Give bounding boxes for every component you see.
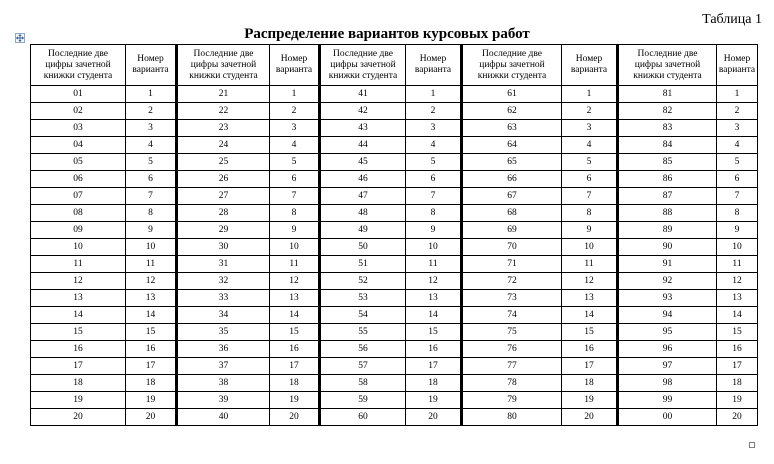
variant-number-cell: 17 (562, 358, 618, 375)
variant-number-cell: 11 (717, 256, 758, 273)
book-digits-cell: 53 (320, 290, 406, 307)
book-digits-cell: 61 (462, 86, 562, 103)
header-text-line: цифры зачетной (634, 59, 701, 70)
variant-number-cell: 15 (717, 324, 758, 341)
book-digits-cell: 12 (31, 273, 126, 290)
variant-number-cell: 9 (406, 222, 462, 239)
book-digits-cell: 86 (618, 171, 717, 188)
variant-number-cell: 3 (406, 120, 462, 137)
variant-number-cell: 18 (562, 375, 618, 392)
variant-number-cell: 18 (406, 375, 462, 392)
book-digits-cell: 72 (462, 273, 562, 290)
book-digits-cell: 33 (177, 290, 270, 307)
book-digits-cell: 67 (462, 188, 562, 205)
table-row (31, 324, 758, 341)
variant-number-cell: 20 (126, 409, 177, 426)
variant-number-cell: 5 (717, 154, 758, 171)
book-digits-cell: 47 (320, 188, 406, 205)
header-digits-cell (177, 45, 270, 86)
variant-number-cell: 9 (270, 222, 320, 239)
book-digits-cell: 28 (177, 205, 270, 222)
header-digits-cell (462, 45, 562, 86)
book-digits-cell: 62 (462, 103, 562, 120)
book-digits-cell: 05 (31, 154, 126, 171)
variant-number-cell: 16 (406, 341, 462, 358)
book-digits-cell: 01 (31, 86, 126, 103)
header-text-line: книжки студента (189, 70, 258, 81)
variant-number-cell: 1 (717, 86, 758, 103)
table-title: Распределение вариантов курсовых работ (244, 26, 530, 42)
variant-number-cell: 13 (126, 290, 177, 307)
book-digits-cell: 02 (31, 103, 126, 120)
header-text-line: книжки студента (633, 70, 702, 81)
header-text-line: варианта (132, 65, 169, 75)
variant-number-cell: 13 (270, 290, 320, 307)
book-digits-cell: 14 (31, 307, 126, 324)
header-digits-cell (618, 45, 717, 86)
book-digits-cell: 80 (462, 409, 562, 426)
header-text-line: Номер (419, 54, 447, 64)
book-digits-cell: 15 (31, 324, 126, 341)
book-digits-cell: 49 (320, 222, 406, 239)
book-digits-cell: 98 (618, 375, 717, 392)
variant-number-cell: 9 (562, 222, 618, 239)
variant-number-cell: 10 (126, 239, 177, 256)
book-digits-cell: 11 (31, 256, 126, 273)
book-digits-cell: 38 (177, 375, 270, 392)
book-digits-cell: 32 (177, 273, 270, 290)
book-digits-cell: 48 (320, 205, 406, 222)
variant-number-cell: 4 (270, 137, 320, 154)
book-digits-cell: 76 (462, 341, 562, 358)
book-digits-cell: 16 (31, 341, 126, 358)
book-digits-cell: 50 (320, 239, 406, 256)
table-row (31, 392, 758, 409)
variant-number-cell: 19 (717, 392, 758, 409)
table-row (31, 188, 758, 205)
table-row (31, 137, 758, 154)
variant-number-cell: 12 (717, 273, 758, 290)
book-digits-cell: 60 (320, 409, 406, 426)
variant-number-cell: 11 (270, 256, 320, 273)
header-variant-cell (270, 45, 320, 86)
book-digits-cell: 19 (31, 392, 126, 409)
variant-number-cell: 10 (270, 239, 320, 256)
variant-number-cell: 8 (717, 205, 758, 222)
variant-number-cell: 12 (406, 273, 462, 290)
table-row (31, 290, 758, 307)
variant-number-cell: 10 (562, 239, 618, 256)
variant-number-cell: 10 (717, 239, 758, 256)
book-digits-cell: 29 (177, 222, 270, 239)
header-text-line: Последние две (48, 48, 108, 59)
variant-number-cell: 4 (717, 137, 758, 154)
book-digits-cell: 37 (177, 358, 270, 375)
variant-number-cell: 5 (126, 154, 177, 171)
variant-number-cell: 14 (270, 307, 320, 324)
table-row (31, 341, 758, 358)
book-digits-cell: 71 (462, 256, 562, 273)
book-digits-cell: 82 (618, 103, 717, 120)
variant-number-cell: 20 (717, 409, 758, 426)
header-text-line: варианта (570, 65, 608, 75)
variant-number-cell: 8 (562, 205, 618, 222)
book-digits-cell: 10 (31, 239, 126, 256)
table-resize-handle[interactable] (749, 442, 755, 448)
variant-number-cell: 6 (406, 171, 462, 188)
variant-number-cell: 3 (126, 120, 177, 137)
book-digits-cell: 65 (462, 154, 562, 171)
header-text-line: Последние две (333, 48, 393, 59)
header-text-line: Номер (575, 54, 603, 64)
book-digits-cell: 21 (177, 86, 270, 103)
header-text-line: цифры зачетной (190, 59, 257, 70)
table-number-label: Таблица 1 (702, 12, 762, 27)
header-row (31, 45, 758, 86)
book-digits-cell: 93 (618, 290, 717, 307)
header-text-line: Номер (137, 54, 164, 64)
book-digits-cell: 39 (177, 392, 270, 409)
variant-number-cell: 12 (270, 273, 320, 290)
variant-number-cell: 18 (717, 375, 758, 392)
header-text-line: Последние две (637, 48, 698, 59)
variant-number-cell: 11 (406, 256, 462, 273)
book-digits-cell: 08 (31, 205, 126, 222)
variant-number-cell: 15 (406, 324, 462, 341)
variant-number-cell: 10 (406, 239, 462, 256)
book-digits-cell: 95 (618, 324, 717, 341)
variant-number-cell: 13 (717, 290, 758, 307)
header-text-line: Номер (280, 54, 308, 64)
book-digits-cell: 78 (462, 375, 562, 392)
table-row (31, 358, 758, 375)
book-digits-cell: 03 (31, 120, 126, 137)
variant-number-cell: 1 (270, 86, 320, 103)
variant-number-cell: 6 (270, 171, 320, 188)
table-row (31, 171, 758, 188)
variant-number-cell: 17 (717, 358, 758, 375)
book-digits-cell: 57 (320, 358, 406, 375)
header-text-line: цифры зачетной (45, 59, 111, 70)
variant-number-cell: 14 (406, 307, 462, 324)
variant-number-cell: 11 (562, 256, 618, 273)
variant-number-cell: 7 (406, 188, 462, 205)
book-digits-cell: 73 (462, 290, 562, 307)
book-digits-cell: 22 (177, 103, 270, 120)
header-text-line: варианта (275, 65, 313, 75)
variant-number-cell: 11 (126, 256, 177, 273)
book-digits-cell: 09 (31, 222, 126, 239)
variant-number-cell: 19 (270, 392, 320, 409)
variant-number-cell: 16 (562, 341, 618, 358)
book-digits-cell: 23 (177, 120, 270, 137)
variant-number-cell: 20 (562, 409, 618, 426)
table-row (31, 239, 758, 256)
variant-number-cell: 15 (126, 324, 177, 341)
book-digits-cell: 07 (31, 188, 126, 205)
variant-number-cell: 2 (270, 103, 320, 120)
book-digits-cell: 58 (320, 375, 406, 392)
variant-number-cell: 3 (562, 120, 618, 137)
book-digits-cell: 52 (320, 273, 406, 290)
variant-number-cell: 7 (270, 188, 320, 205)
variant-number-cell: 7 (717, 188, 758, 205)
book-digits-cell: 94 (618, 307, 717, 324)
book-digits-cell: 96 (618, 341, 717, 358)
book-digits-cell: 25 (177, 154, 270, 171)
variant-number-cell: 8 (270, 205, 320, 222)
variant-distribution-table (30, 44, 758, 426)
variant-number-cell: 19 (562, 392, 618, 409)
book-digits-cell: 63 (462, 120, 562, 137)
variant-number-cell: 2 (717, 103, 758, 120)
table-move-handle-icon[interactable] (15, 33, 25, 43)
book-digits-cell: 68 (462, 205, 562, 222)
variant-number-cell: 2 (562, 103, 618, 120)
table-row (31, 273, 758, 290)
header-text-line: варианта (718, 65, 756, 75)
variant-number-cell: 4 (562, 137, 618, 154)
header-digits-cell (31, 45, 126, 86)
book-digits-cell: 30 (177, 239, 270, 256)
variant-number-cell: 6 (562, 171, 618, 188)
header-variant-cell (717, 45, 758, 86)
book-digits-cell: 91 (618, 256, 717, 273)
header-variant-cell (126, 45, 177, 86)
variant-number-cell: 9 (717, 222, 758, 239)
book-digits-cell: 90 (618, 239, 717, 256)
book-digits-cell: 99 (618, 392, 717, 409)
variant-number-cell: 1 (126, 86, 177, 103)
book-digits-cell: 27 (177, 188, 270, 205)
book-digits-cell: 64 (462, 137, 562, 154)
header-text-line: варианта (414, 65, 452, 75)
variant-number-cell: 13 (406, 290, 462, 307)
variant-number-cell: 14 (717, 307, 758, 324)
book-digits-cell: 40 (177, 409, 270, 426)
variant-number-cell: 19 (406, 392, 462, 409)
variant-number-cell: 19 (126, 392, 177, 409)
book-digits-cell: 41 (320, 86, 406, 103)
header-text-line: книжки студента (43, 70, 113, 81)
variant-number-cell: 6 (717, 171, 758, 188)
variant-number-cell: 7 (562, 188, 618, 205)
book-digits-cell: 00 (618, 409, 717, 426)
book-digits-cell: 79 (462, 392, 562, 409)
variant-number-cell: 5 (270, 154, 320, 171)
table-row (31, 409, 758, 426)
variant-number-cell: 20 (270, 409, 320, 426)
table-row (31, 375, 758, 392)
book-digits-cell: 81 (618, 86, 717, 103)
variant-number-cell: 16 (717, 341, 758, 358)
variant-number-cell: 4 (126, 137, 177, 154)
book-digits-cell: 31 (177, 256, 270, 273)
table-row (31, 222, 758, 239)
variant-number-cell: 15 (562, 324, 618, 341)
book-digits-cell: 70 (462, 239, 562, 256)
book-digits-cell: 75 (462, 324, 562, 341)
book-digits-cell: 69 (462, 222, 562, 239)
book-digits-cell: 51 (320, 256, 406, 273)
book-digits-cell: 85 (618, 154, 717, 171)
header-text-line: книжки студента (328, 70, 398, 81)
book-digits-cell: 59 (320, 392, 406, 409)
header-text-line: книжки студента (477, 70, 547, 81)
book-digits-cell: 13 (31, 290, 126, 307)
variant-number-cell: 18 (126, 375, 177, 392)
variant-number-cell: 20 (406, 409, 462, 426)
book-digits-cell: 45 (320, 154, 406, 171)
book-digits-cell: 66 (462, 171, 562, 188)
book-digits-cell: 34 (177, 307, 270, 324)
header-variant-cell (406, 45, 462, 86)
variant-number-cell: 3 (270, 120, 320, 137)
header-digits-cell (320, 45, 406, 86)
header-text-line: цифры зачетной (330, 59, 396, 70)
book-digits-cell: 97 (618, 358, 717, 375)
header-text-line: Последние две (482, 48, 542, 59)
book-digits-cell: 36 (177, 341, 270, 358)
variant-number-cell: 7 (126, 188, 177, 205)
variant-number-cell: 4 (406, 137, 462, 154)
header-text-line: Номер (723, 54, 751, 64)
book-digits-cell: 18 (31, 375, 126, 392)
variant-number-cell: 17 (126, 358, 177, 375)
variant-number-cell: 12 (126, 273, 177, 290)
table-row (31, 205, 758, 222)
book-digits-cell: 42 (320, 103, 406, 120)
table-row (31, 154, 758, 171)
table-row (31, 256, 758, 273)
variant-number-cell: 5 (406, 154, 462, 171)
variant-number-cell: 6 (126, 171, 177, 188)
table-row (31, 86, 758, 103)
table-row (31, 103, 758, 120)
variant-number-cell: 5 (562, 154, 618, 171)
book-digits-cell: 43 (320, 120, 406, 137)
variant-number-cell: 16 (270, 341, 320, 358)
variant-number-cell: 8 (126, 205, 177, 222)
book-digits-cell: 20 (31, 409, 126, 426)
table-row (31, 120, 758, 137)
variant-number-cell: 2 (126, 103, 177, 120)
variant-number-cell: 9 (126, 222, 177, 239)
variant-number-cell: 1 (406, 86, 462, 103)
book-digits-cell: 35 (177, 324, 270, 341)
book-digits-cell: 17 (31, 358, 126, 375)
variant-number-cell: 15 (270, 324, 320, 341)
book-digits-cell: 92 (618, 273, 717, 290)
book-digits-cell: 87 (618, 188, 717, 205)
book-digits-cell: 26 (177, 171, 270, 188)
variant-number-cell: 16 (126, 341, 177, 358)
book-digits-cell: 55 (320, 324, 406, 341)
book-digits-cell: 44 (320, 137, 406, 154)
book-digits-cell: 54 (320, 307, 406, 324)
variant-number-cell: 18 (270, 375, 320, 392)
variant-number-cell: 14 (562, 307, 618, 324)
variant-number-cell: 8 (406, 205, 462, 222)
book-digits-cell: 04 (31, 137, 126, 154)
variant-number-cell: 3 (717, 120, 758, 137)
book-digits-cell: 83 (618, 120, 717, 137)
variant-number-cell: 1 (562, 86, 618, 103)
book-digits-cell: 24 (177, 137, 270, 154)
book-digits-cell: 06 (31, 171, 126, 188)
header-text-line: цифры зачетной (479, 59, 545, 70)
book-digits-cell: 77 (462, 358, 562, 375)
header-text-line: Последние две (193, 48, 254, 59)
book-digits-cell: 88 (618, 205, 717, 222)
variant-number-cell: 14 (126, 307, 177, 324)
variant-number-cell: 17 (270, 358, 320, 375)
book-digits-cell: 89 (618, 222, 717, 239)
book-digits-cell: 74 (462, 307, 562, 324)
variant-number-cell: 13 (562, 290, 618, 307)
table-row (31, 307, 758, 324)
header-variant-cell (562, 45, 618, 86)
variant-number-cell: 2 (406, 103, 462, 120)
book-digits-cell: 46 (320, 171, 406, 188)
book-digits-cell: 56 (320, 341, 406, 358)
book-digits-cell: 84 (618, 137, 717, 154)
variant-number-cell: 12 (562, 273, 618, 290)
variant-number-cell: 17 (406, 358, 462, 375)
